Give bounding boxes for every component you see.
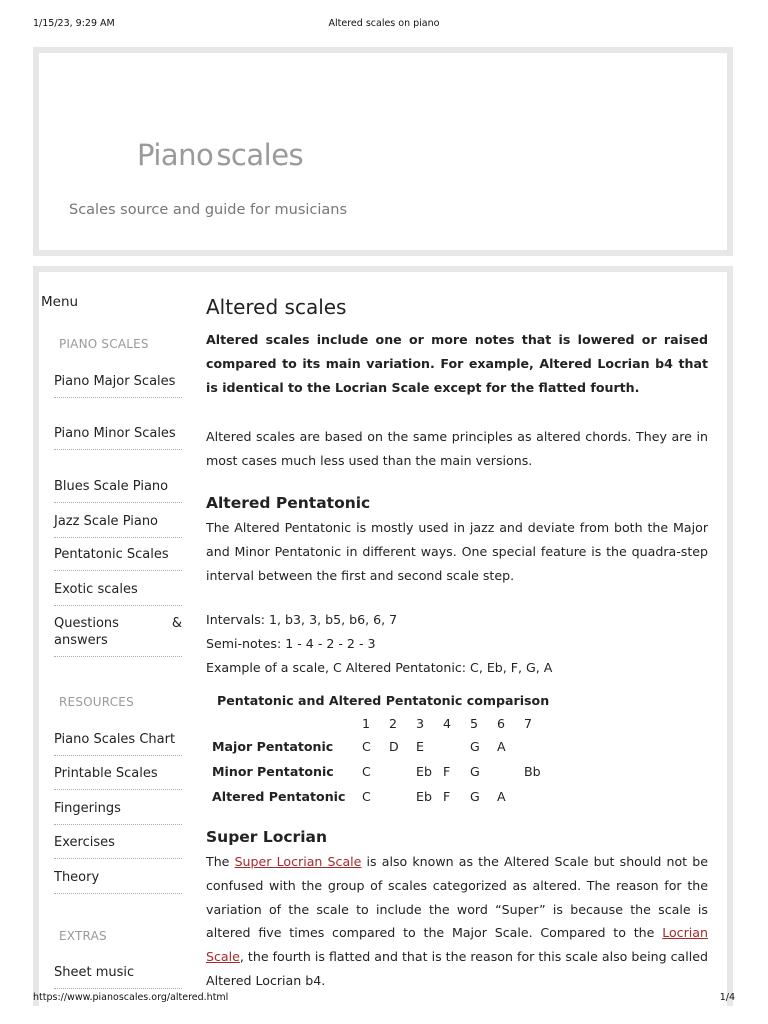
- logo-part-scales: scales: [216, 138, 304, 172]
- super-locrian-text-3: , the fourth is flatted and that is the reason for this scale also being called Altered Locrian b4.: [206, 949, 708, 988]
- table-cell: A: [497, 789, 506, 804]
- sidebar-item-jazz-scale-piano[interactable]: Jazz Scale Piano: [54, 513, 182, 538]
- table-col-header: 7: [524, 715, 533, 731]
- print-title: Altered scales on piano: [328, 18, 440, 29]
- sidebar-item-questions-answers[interactable]: Questions & answers: [54, 615, 182, 657]
- sidebar-item-theory[interactable]: Theory: [54, 869, 182, 894]
- sidebar-item-exotic-scales[interactable]: Exotic scales: [54, 581, 182, 606]
- site-header-inner: [39, 53, 727, 250]
- print-url: https://www.pianoscales.org/altered.html: [33, 992, 229, 1003]
- site-tagline: Scales source and guide for musicians: [69, 202, 348, 218]
- table-cell: G: [470, 789, 480, 804]
- table-cell: [524, 734, 551, 759]
- table-col-header: 2: [389, 715, 398, 731]
- table-cell: [389, 784, 416, 809]
- table-cell: F: [443, 789, 451, 804]
- sidebar-item-piano-major-scales[interactable]: Piano Major Scales: [54, 373, 182, 398]
- print-header: [0, 18, 768, 32]
- site-logo[interactable]: [137, 138, 303, 172]
- pentatonic-semi-notes: Semi-notes: 1 - 4 - 2 - 2 - 3: [206, 636, 376, 651]
- table-cell: [497, 759, 524, 784]
- locrian-scale-link[interactable]: Locrian Scale: [206, 925, 708, 965]
- sidebar-item-pentatonic-scales[interactable]: Pentatonic Scales: [54, 546, 182, 571]
- table-cell: C: [362, 789, 371, 804]
- sidebar-item-blues-scale-piano[interactable]: Blues Scale Piano: [54, 478, 182, 503]
- table-col-header: 4: [443, 715, 452, 731]
- table-col-header: 5: [470, 715, 479, 731]
- table-cell: [524, 784, 551, 809]
- table-cell: Eb: [416, 764, 432, 779]
- section-head-piano-scales: PIANO SCALES: [59, 337, 149, 351]
- heading-super-locrian: Super Locrian: [206, 828, 328, 846]
- table-row: [212, 784, 551, 809]
- table-row-header: Major Pentatonic: [212, 739, 334, 754]
- table-cell: Eb: [416, 789, 432, 804]
- sidebar-item-fingerings[interactable]: Fingerings: [54, 800, 182, 825]
- super-locrian-paragraph: [206, 850, 708, 993]
- intro-paragraph: Altered scales are based on the same principles as altered chords. They are in most cases much less used than the main versions.: [206, 429, 708, 468]
- heading-altered-pentatonic: Altered Pentatonic: [206, 494, 371, 512]
- print-footer: [0, 992, 768, 1006]
- table-row: [212, 734, 551, 759]
- table-cell: C: [362, 739, 371, 754]
- sidebar-item-sheet-music[interactable]: Sheet music: [54, 964, 182, 989]
- table-cell: G: [470, 739, 480, 754]
- table-cell: C: [362, 764, 371, 779]
- table-row-header: Minor Pentatonic: [212, 764, 334, 779]
- print-page-number: 1/4: [719, 992, 735, 1003]
- intro-bold-paragraph: Altered scales include one or more notes that is lowered or raised compared to its main variation. For example, Altered Locrian b4 that is identical to the Locrian Scale except for the flatted fourth.: [206, 332, 708, 395]
- table-corner-cell: [212, 712, 362, 734]
- table-caption: Pentatonic and Altered Pentatonic comparison: [217, 693, 550, 708]
- table-cell: A: [497, 739, 506, 754]
- table-col-header: 1: [362, 715, 371, 731]
- table-cell: [443, 734, 470, 759]
- super-locrian-text-1: The: [206, 854, 235, 869]
- site-header: [33, 47, 733, 256]
- table-col-header: 3: [416, 715, 425, 731]
- pentatonic-comparison-table: [212, 693, 551, 809]
- pentatonic-intervals: Intervals: 1, b3, 3, b5, b6, 6, 7: [206, 612, 398, 627]
- table-cell: [389, 759, 416, 784]
- table-cell: D: [389, 739, 399, 754]
- table-cell: E: [416, 739, 424, 754]
- sidebar-item-piano-scales-chart[interactable]: Piano Scales Chart: [54, 731, 182, 756]
- menu-label[interactable]: Menu: [41, 294, 79, 310]
- content-inner: [39, 272, 727, 1006]
- table-row: [212, 759, 551, 784]
- sidebar-item-exercises[interactable]: Exercises: [54, 834, 182, 859]
- section-head-resources: RESOURCES: [59, 695, 134, 709]
- section-head-extras: EXTRAS: [59, 929, 107, 943]
- sidebar-item-printable-scales[interactable]: Printable Scales: [54, 765, 182, 790]
- table-cell: G: [470, 764, 480, 779]
- table-col-header: 6: [497, 715, 506, 731]
- content-area: [33, 266, 733, 1006]
- super-locrian-scale-link[interactable]: Super Locrian Scale: [234, 854, 362, 869]
- table-row-header: Altered Pentatonic: [212, 789, 346, 804]
- table-cell: F: [443, 764, 451, 779]
- pentatonic-paragraph: The Altered Pentatonic is mostly used in jazz and deviate from both the Major and Minor Pentatonic in different ways. One special feature is the quadra-step interval between the first and second scale step.: [206, 520, 708, 583]
- table-cell: Bb: [524, 764, 541, 779]
- table-header-row: [212, 712, 551, 734]
- sidebar-item-piano-minor-scales[interactable]: Piano Minor Scales: [54, 425, 182, 450]
- page-title: Altered scales: [206, 295, 347, 319]
- logo-part-piano: Piano: [137, 138, 214, 172]
- pentatonic-example: Example of a scale, C Altered Pentatonic: C, Eb, F, G, A: [206, 660, 553, 675]
- super-locrian-text-2: is also known as the Altered Scale but should not be confused with the group of scales categorized as altered. The reason for the variation of the scale to include the word “Super” is because the scale is altered five times compared to the Major Scale. Compared to the: [206, 854, 708, 941]
- print-datetime: 1/15/23, 9:29 AM: [33, 18, 115, 29]
